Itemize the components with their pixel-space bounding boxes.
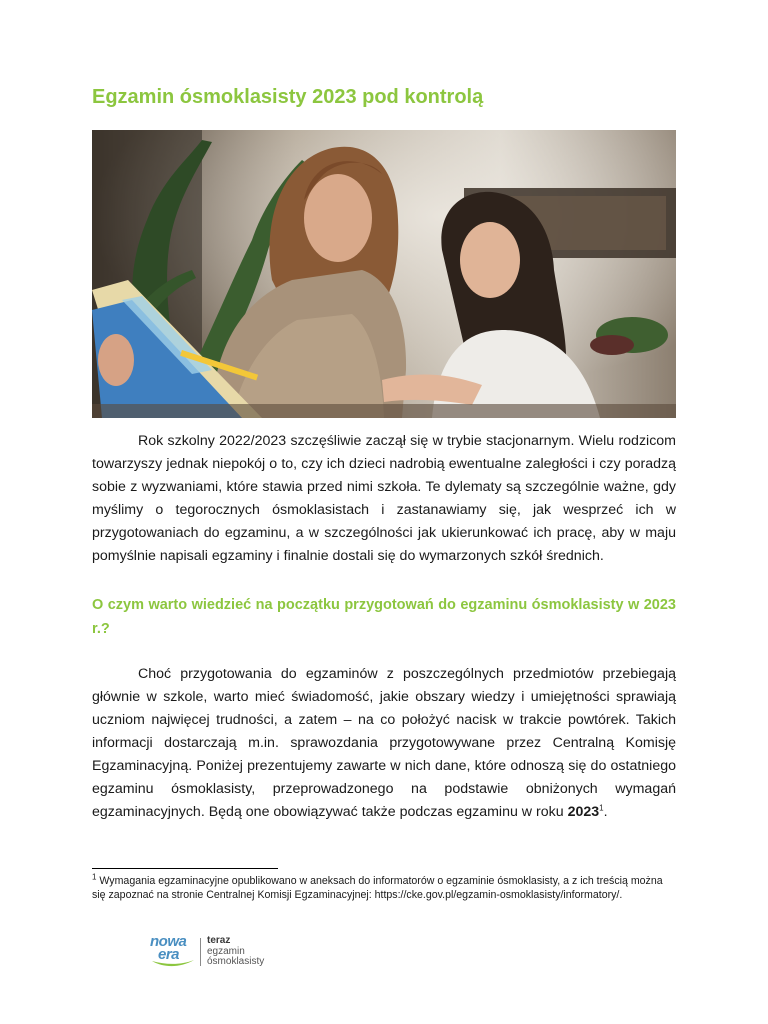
intro-paragraph [92,430,676,568]
footnote-reference[interactable]: 1 [599,803,604,813]
body-end: . [603,804,608,820]
section-heading: O czym warto wiedzieć na początku przygotowań do egzaminu ósmoklasisty w 2023 r.? [92,597,676,637]
nowa-era-logo [150,934,290,970]
intro-text: Rok szkolny 2022/2023 szczęśliwie zaczął się w trybie stacjonarnym. Wielu rodzicom towarzyszy jednak niepokój o to, czy ich dzieci nadrobią ewentualne zaległości i czy poradzą sobie z wyzwaniami, które stawia przed nimi szkoła. Te dylematy są szczególnie ważne, gdy myślimy o tegorocznych ósmoklasistach i zastanawiamy się, jak wesprzeć ich w przygotowaniach do egzaminu, a w szczególności jak ukierunkować ich pracę, aby w maju pomyślnie napisali egzaminy i finalnie dostali się do wymarzonych szkół średnich. [92,433,676,564]
logo-tag-line1: teraz [207,935,231,946]
logo-tag-line2: egzamin [207,945,245,957]
logo-brand-bottom: era [158,946,180,963]
footnote [92,872,676,902]
body-year: 2023 [567,804,600,820]
hero-photo [92,130,676,418]
photo-mother-daughter-reading [92,130,676,418]
body-paragraph [92,663,676,824]
footnote-marker: 1 [92,872,97,882]
logo-brand-top: nowa [150,933,187,950]
page-title: Egzamin ósmoklasisty 2023 pod kontrolą [92,86,484,108]
footnote-text: Wymagania egzaminacyjne opublikowano w aneksach do informatorów o egzaminie ósmoklasisty, a z ich treścią można się zapoznać na stronie Centralnej Komisji Egzaminacyjnej: https://cke.gov.pl/egzamin-osmoklasisty/informatory/. [92,875,663,901]
body-text: Choć przygotowania do egzaminów z poszczególnych przedmiotów przebiegają głównie w szkole, warto mieć świadomość, jakie obszary wiedzy i umiejętności sprawiają uczniom najwięcej trudności, a zatem – na co położyć nacisk w trakcie powtórek. Takich informacji dostarczają m.in. sprawozdania przygotowywane przez Centralną Komisję Egzaminacyjną. Poniżej prezentujemy zawarte w nich dane, które odnoszą się do ostatniego egzaminu ósmoklasisty, przeprowadzonego na podstawie obniżonych wymagań egzaminacyjnych. Będą one obowiązywać także podczas egzaminu w roku [92,666,676,820]
logo-divider [200,938,201,966]
logo-tagline [207,936,264,968]
footnote-separator [92,868,278,869]
logo-tag-line3: ósmoklasisty [207,956,265,967]
logo-swoosh-icon [150,958,196,968]
